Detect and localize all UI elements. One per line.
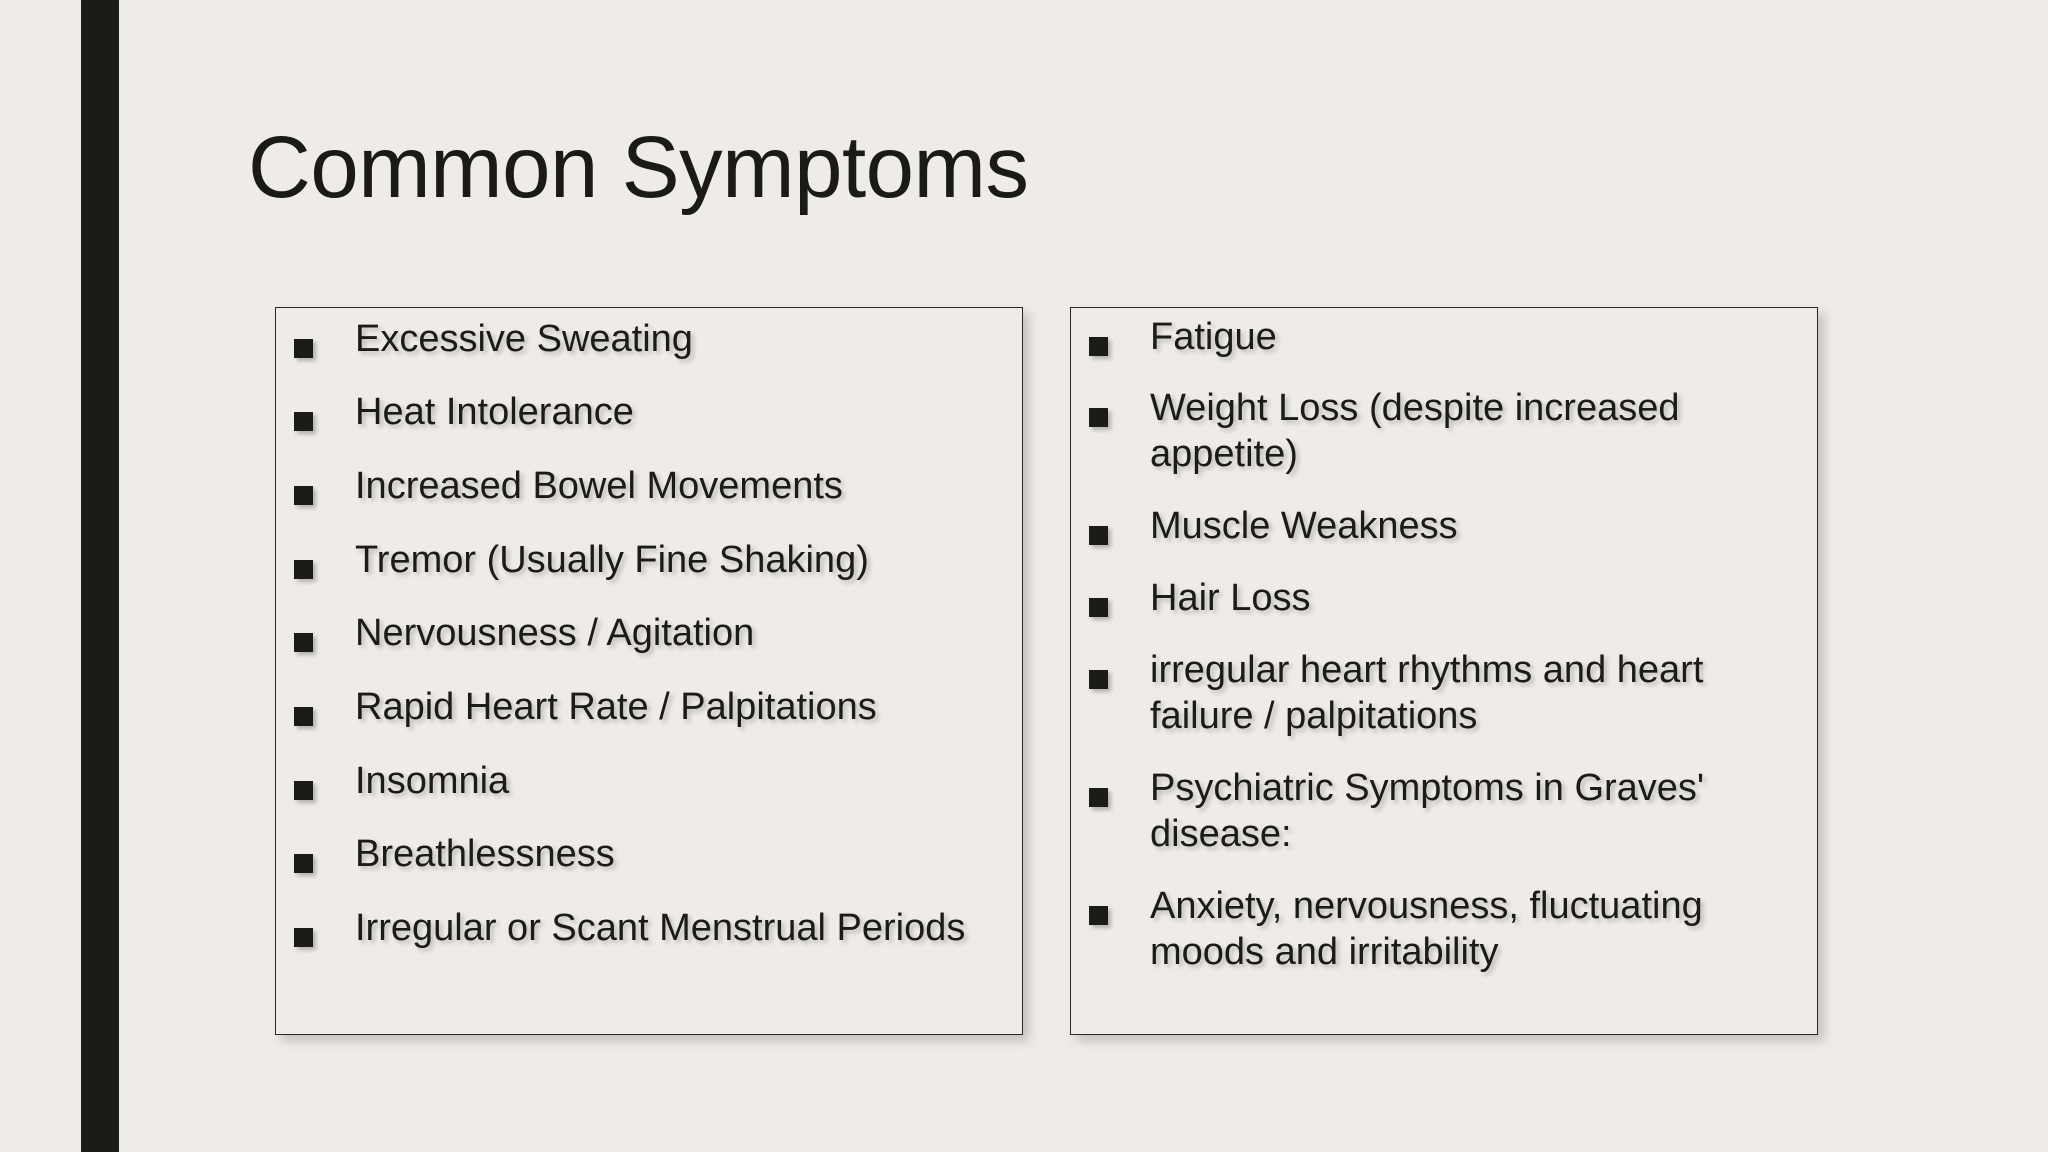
bullet-text: Heat Intolerance xyxy=(355,391,634,433)
bullet-text: Muscle Weakness xyxy=(1150,505,1458,547)
square-bullet-icon xyxy=(1089,337,1108,356)
square-bullet-icon xyxy=(1089,408,1108,427)
accent-bar xyxy=(81,0,119,1152)
bullet-text: Weight Loss (despite increased appetite) xyxy=(1150,387,1680,475)
bullet-text: Hair Loss xyxy=(1150,577,1311,619)
bullet-text: Excessive Sweating xyxy=(355,318,693,360)
square-bullet-icon xyxy=(1089,526,1108,545)
bullet-text: Irregular or Scant Menstrual Periods xyxy=(355,907,966,949)
bullet-text: Breathlessness xyxy=(355,833,615,875)
square-bullet-icon xyxy=(294,781,313,800)
square-bullet-icon xyxy=(294,412,313,431)
left-symptoms-panel xyxy=(275,307,1023,1035)
bullet-text: Increased Bowel Movements xyxy=(355,465,843,507)
square-bullet-icon xyxy=(294,633,313,652)
square-bullet-icon xyxy=(1089,788,1108,807)
bullet-text: Tremor (Usually Fine Shaking) xyxy=(355,539,869,581)
square-bullet-icon xyxy=(294,339,313,358)
square-bullet-icon xyxy=(1089,670,1108,689)
square-bullet-icon xyxy=(294,928,313,947)
bullet-text: Rapid Heart Rate / Palpitations xyxy=(355,686,877,728)
square-bullet-icon xyxy=(294,707,313,726)
bullet-text: Fatigue xyxy=(1150,316,1277,358)
square-bullet-icon xyxy=(294,854,313,873)
slide-title: Common Symptoms xyxy=(248,119,1029,216)
bullet-text: Anxiety, nervousness, fluctuating moods and irritability xyxy=(1150,885,1703,973)
bullet-text: Psychiatric Symptoms in Graves' disease: xyxy=(1150,767,1705,855)
bullet-text: Insomnia xyxy=(355,760,510,802)
square-bullet-icon xyxy=(294,560,313,579)
square-bullet-icon xyxy=(1089,906,1108,925)
bullet-text: irregular heart rhythms and heart failure / palpitations xyxy=(1150,649,1704,737)
right-symptoms-panel xyxy=(1070,307,1818,1035)
square-bullet-icon xyxy=(1089,598,1108,617)
square-bullet-icon xyxy=(294,486,313,505)
bullet-text: Nervousness / Agitation xyxy=(355,612,755,654)
